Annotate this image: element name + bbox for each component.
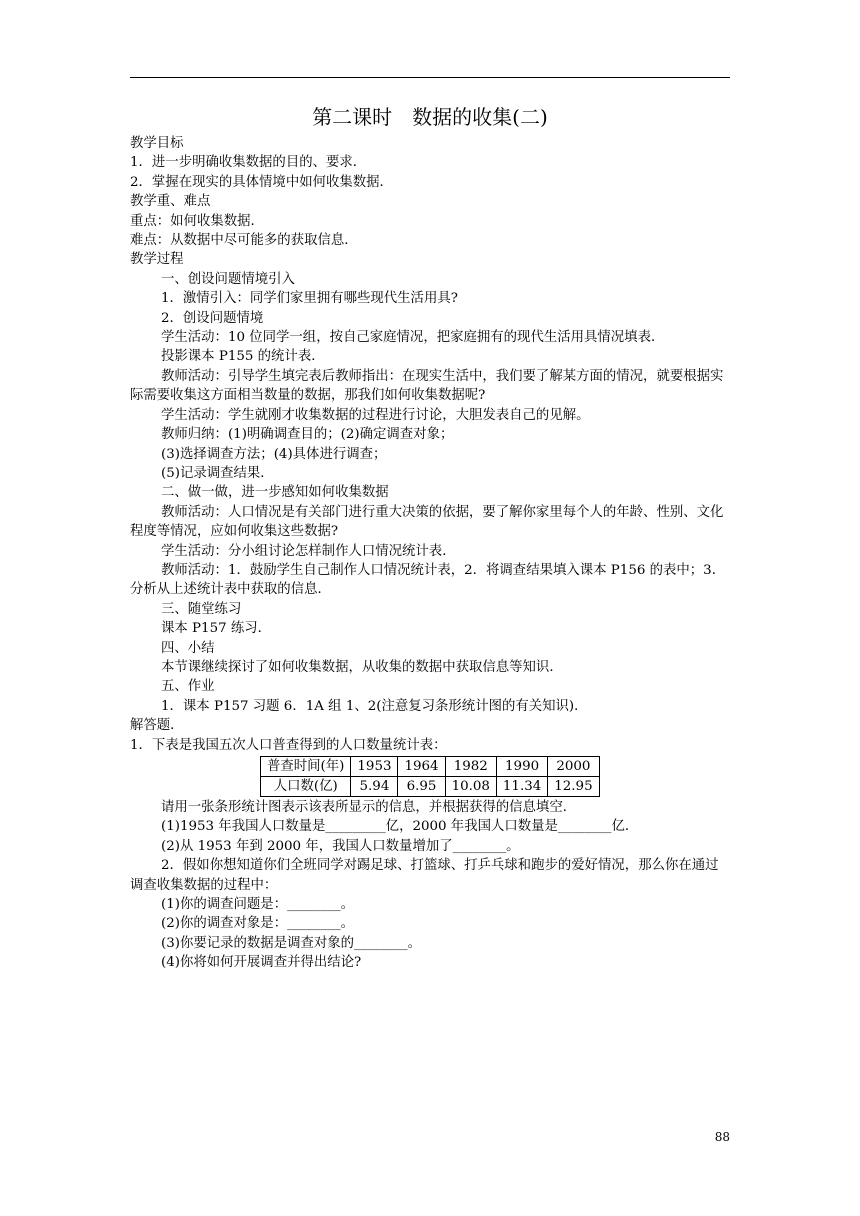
- paragraph: (5)记录调查结果．: [161, 465, 274, 481]
- section-5-heading: 五、作业: [161, 679, 215, 695]
- table-row: [261, 777, 600, 797]
- key-point: 重点：如何收集数据．: [130, 213, 264, 229]
- table-cell: 10.08: [445, 777, 496, 797]
- table-row: [261, 757, 600, 777]
- heading-key-points: 教学重、难点: [130, 194, 211, 210]
- exercise-1-question: 1．下表是我国五次人口普查得到的人口数量统计表：: [130, 737, 447, 753]
- fill-blank-question: (1)1953 年我国人口数量是_________亿，2000 年我国人口数量是________亿．: [161, 819, 639, 835]
- paragraph: 2．创设问题情境: [161, 310, 264, 326]
- paragraph: 教师归纳：(1)明确调查目的；(2)确定调查对象；: [161, 427, 454, 443]
- table-cell: 1953: [351, 757, 398, 777]
- section-3-heading: 三、随堂练习: [161, 601, 242, 617]
- fill-blank-question: (1)你的调查问题是：________。: [161, 897, 355, 913]
- paragraph: 1．课本 P157 习题 6．1A 组 1、2(注意复习条形统计图的有关知识)．: [161, 698, 588, 714]
- paragraph: 教师活动：人口情况是有关部门进行重大决策的依据，要了解你家里每个人的年龄、性别、文化程度等情况，应如何收集这些数据?: [130, 504, 724, 540]
- paragraph: 投影课本 P155 的统计表．: [161, 349, 325, 365]
- table-cell: 2000: [548, 757, 599, 777]
- paragraph: 学生活动：学生就刚才收集数据的过程进行讨论，大胆发表自己的见解。: [161, 407, 590, 423]
- objective-2: 2．掌握在现实的具体情境中如何收集数据．: [130, 174, 393, 190]
- section-2-heading: 二、做一做，进一步感知如何收集数据: [161, 485, 389, 501]
- paragraph: 教师活动：1．鼓励学生自己制作人口情况统计表，2．将调查结果填入课本 P156 的表中；3．分析从上述统计表中获取的信息．: [130, 562, 726, 598]
- paragraph: (3)选择调查方法；(4)具体进行调查；: [161, 446, 387, 462]
- table-cell: 5.94: [351, 777, 398, 797]
- paragraph: 学生活动：10 位同学一组，按自己家庭情况，把家庭拥有的现代生活用具情况填表．: [161, 330, 665, 346]
- difficult-point: 难点：从数据中尽可能多的获取信息．: [130, 233, 358, 249]
- table-cell: 普查时间(年): [261, 757, 351, 777]
- section-1-heading: 一、创设问题情境引入: [161, 271, 295, 287]
- paragraph: 课本 P157 练习．: [161, 621, 272, 637]
- population-census-table: [260, 756, 600, 797]
- header-rule: [130, 77, 730, 78]
- heading-process: 教学过程: [130, 252, 184, 268]
- heading-objectives: 教学目标: [130, 136, 184, 151]
- table-cell: 6.95: [398, 777, 445, 797]
- table-cell: 12.95: [548, 777, 599, 797]
- paragraph: 学生活动：分小组讨论怎样制作人口情况统计表．: [161, 543, 456, 559]
- section-4-heading: 四、小结: [161, 640, 215, 656]
- table-cell: 1990: [496, 757, 547, 777]
- exercise-heading: 解答题．: [130, 718, 184, 734]
- fill-blank-question: (2)你的调查对象是：________。: [161, 916, 355, 932]
- page-title: 第二课时 数据的收集(二): [312, 105, 548, 129]
- fill-blank-question: (3)你要记录的数据是调查对象的________。: [161, 935, 421, 951]
- table-cell: 11.34: [496, 777, 547, 797]
- paragraph: 教师活动：引导学生填完表后教师指出：在现实生活中，我们要了解某方面的情况，就要根据实际需要收集这方面相当数量的数据，那我们如何收集数据呢?: [130, 368, 724, 404]
- objective-1: 1．进一步明确收集数据的目的、要求．: [130, 155, 367, 171]
- fill-blank-question: (4)你将如何开展调查并得出结论?: [161, 955, 362, 971]
- table-cell: 人口数(亿): [261, 777, 351, 797]
- table-cell: 1982: [445, 757, 496, 777]
- fill-blank-question: (2)从 1953 年到 2000 年，我国人口数量增加了________。: [161, 838, 520, 854]
- paragraph: 本节课继续探讨了如何收集数据，从收集的数据中获取信息等知识．: [161, 659, 563, 675]
- page-number: 88: [714, 1130, 730, 1144]
- table-cell: 1964: [398, 757, 445, 777]
- paragraph: 请用一张条形统计图表示该表所显示的信息，并根据获得的信息填空．: [161, 800, 577, 815]
- document-body: [130, 134, 730, 973]
- exercise-2-question: 2．假如你想知道你们全班同学对踢足球、打篮球、打乒乓球和跑步的爱好情况，那么你在通过调查收集数据的过程中：: [130, 858, 719, 893]
- paragraph: 1．激情引入：同学们家里拥有哪些现代生活用具?: [161, 291, 458, 307]
